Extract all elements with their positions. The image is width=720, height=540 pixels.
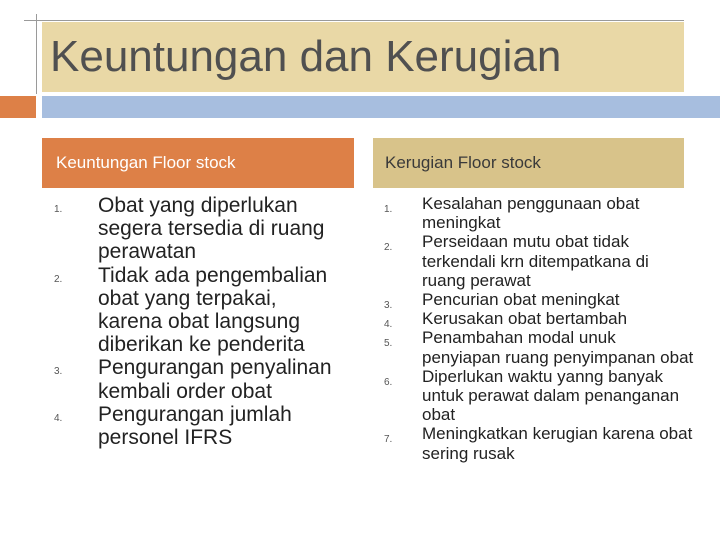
list-text: Kerusakan obat bertambah [422, 309, 628, 329]
list-text: Penambahan modal unuk penyiapan ruang penyimpanan obat [422, 328, 694, 367]
list-item [384, 194, 694, 232]
list-number: 2. [384, 242, 393, 254]
list-item [54, 356, 344, 402]
list-item [384, 424, 694, 462]
disadvantages-header: Kerugian Floor stock [373, 138, 684, 188]
list-number: 3. [384, 300, 393, 312]
list-item [384, 232, 694, 290]
list-item [54, 264, 344, 357]
slide-title: Keuntungan dan Kerugian [50, 32, 562, 81]
list-item [384, 309, 694, 331]
list-number: 4. [54, 412, 63, 424]
list-item [54, 194, 344, 264]
list-text: Meningkatkan kerugian karena obat sering rusak [422, 424, 693, 463]
title-frame-line-left [36, 14, 37, 94]
list-item [384, 367, 694, 425]
list-number: 1. [54, 204, 63, 215]
list-item [384, 290, 694, 312]
list-number: 3. [54, 366, 63, 378]
accent-bar-blue [42, 96, 720, 118]
advantages-header: Keuntungan Floor stock [42, 138, 354, 188]
list-number: 1. [384, 204, 393, 215]
list-number: 5. [384, 338, 393, 350]
list-text: Perseidaan mutu obat tidak terkendali krn ditempatkana di ruang perawat [422, 232, 649, 290]
disadvantages-list [384, 194, 694, 463]
list-text: Obat yang diperlukan segera tersedia di ruang perawatan [98, 194, 325, 264]
list-number: 4. [384, 319, 393, 331]
list-text: Pengurangan jumlah personel IFRS [98, 402, 292, 450]
list-number: 2. [54, 273, 63, 285]
list-text: Kesalahan penggunaan obat meningkat [422, 194, 640, 233]
list-number: 6. [384, 376, 393, 388]
list-text: Pengurangan penyalinan kembali order obat [98, 356, 332, 403]
list-item [384, 328, 694, 366]
list-text: Diperlukan waktu yanng banyak untuk perawat dalam penanganan obat [422, 366, 680, 425]
list-number: 7. [384, 434, 393, 446]
list-item [54, 403, 344, 449]
title-frame-line-top [24, 20, 684, 21]
list-text: Tidak ada pengembalian obat yang terpakai, karena obat langsung diberikan ke penderita [98, 263, 328, 357]
list-text: Pencurian obat meningkat [422, 290, 620, 310]
advantages-list [54, 194, 344, 449]
accent-bar-orange [0, 96, 36, 118]
